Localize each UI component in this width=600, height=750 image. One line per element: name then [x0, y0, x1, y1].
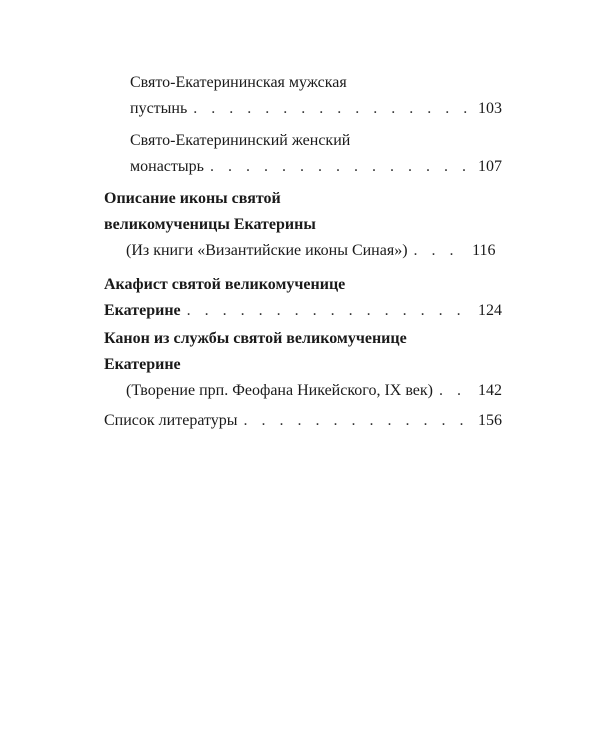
toc-entry-title-line: Свято-Екатерининская мужская	[130, 74, 347, 91]
toc-entry-title-line: Описание иконы святой	[104, 190, 281, 207]
toc-page-number: 107	[478, 158, 502, 175]
toc-note-text: (Из книги «Византийские иконы Синая»)	[126, 242, 408, 259]
toc-entry-title-line: Список литературы	[104, 412, 238, 429]
toc-page-number: 124	[478, 302, 502, 319]
toc-page-number: 156	[478, 412, 502, 429]
dot-leader	[187, 298, 468, 324]
toc-entry-note	[104, 378, 502, 404]
dot-leader	[439, 378, 468, 404]
toc-page-number: 142	[478, 382, 502, 399]
toc-entry-female-monastery[interactable]	[104, 128, 502, 180]
toc-entry-title-line: Екатерине	[104, 302, 181, 319]
toc-entry-title-line: Свято-Екатерининский женский	[130, 132, 351, 149]
toc-entry-title-line: пустынь	[130, 100, 188, 117]
dot-leader	[193, 96, 468, 122]
table-of-contents	[104, 70, 502, 434]
toc-entry-title-line: Канон из службы святой великомученице	[104, 330, 407, 347]
toc-entry-canon[interactable]	[104, 326, 502, 404]
toc-entry-title-line: Екатерине	[104, 356, 181, 373]
toc-page-number: 116	[472, 242, 496, 259]
dot-leader	[210, 154, 468, 180]
dot-leader	[244, 408, 468, 434]
toc-entry-male-hermitage[interactable]	[104, 70, 502, 122]
toc-entry-note	[104, 238, 502, 264]
toc-note-text: (Творение прп. Феофана Никейского, IX век)	[126, 382, 434, 399]
toc-page-number: 103	[478, 100, 502, 117]
toc-entry-icon-description[interactable]	[104, 186, 502, 264]
toc-entry-akathist[interactable]	[104, 272, 502, 324]
toc-entry-bibliography[interactable]	[104, 408, 502, 434]
dot-leader	[414, 238, 462, 264]
toc-entry-title-line: великомученицы Екатерины	[104, 216, 316, 233]
toc-entry-title-line: монастырь	[130, 158, 204, 175]
toc-entry-title-line: Акафист святой великомученице	[104, 276, 346, 293]
